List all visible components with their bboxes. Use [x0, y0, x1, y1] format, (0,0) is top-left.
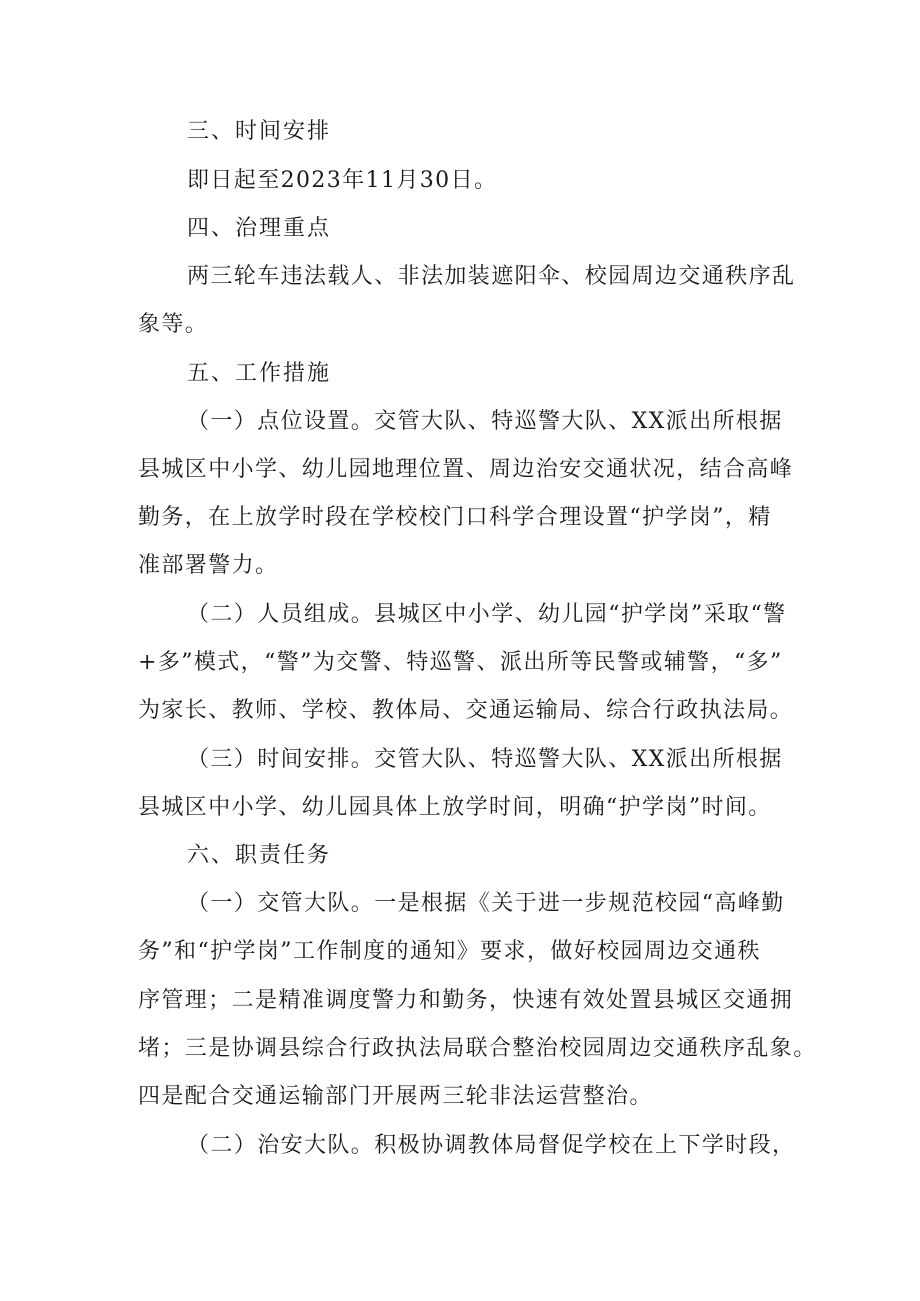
paragraph-line: （二）治安大队。积极协调教体局督促学校在上下学时段，	[187, 1133, 796, 1158]
section-heading-time-schedule: 三、时间安排	[187, 119, 332, 144]
paragraph-line: 县城区中小学、幼儿园具体上放学时间，明确“护学岗”时间。	[138, 795, 772, 820]
paragraph-line: 务”和“护学岗”工作制度的通知》要求，做好校园周边交通秩	[138, 939, 761, 964]
paragraph-line: 为家长、教师、学校、教体局、交通运输局、综合行政执法局。	[138, 698, 794, 723]
section-heading-duties: 六、职责任务	[187, 843, 332, 868]
paragraph-line: 四是配合交通运输部门开展两三轮非法运营整治。	[138, 1084, 653, 1109]
paragraph-line: 两三轮车违法载人、非法加装遮阳伞、校园周边交通秩序乱	[187, 264, 796, 289]
paragraph-line: +多”模式，“警”为交警、特巡警、派出所等民警或辅警，“多”	[138, 650, 783, 675]
paragraph-line: 序管理；二是精准调度警力和勤务，快速有效处置县城区交通拥	[138, 988, 794, 1013]
paragraph-line: 勤务，在上放学时段在学校校门口科学合理设置“护学岗”，精	[138, 505, 772, 530]
paragraph-line: 即日起至2023年11月30日。	[187, 168, 498, 193]
paragraph-line: 象等。	[138, 312, 209, 337]
section-heading-work-measures: 五、工作措施	[187, 361, 332, 386]
paragraph-line: （三）时间安排。交管大队、特巡警大队、XX派出所根据	[187, 747, 783, 772]
paragraph-line: 准部署警力。	[138, 553, 279, 578]
paragraph-line: 堵；三是协调县综合行政执法局联合整治校园周边交通秩序乱象。	[138, 1036, 817, 1061]
section-heading-governance-focus: 四、治理重点	[187, 216, 332, 241]
paragraph-line: 县城区中小学、幼儿园地理位置、周边治安交通状况，结合高峰	[138, 457, 794, 482]
paragraph-line: （一）交管大队。一是根据《关于进一步规范校园“高峰勤	[187, 891, 785, 916]
paragraph-line: （二）人员组成。县城区中小学、幼儿园“护学岗”采取“警	[187, 602, 787, 627]
paragraph-line: （一）点位设置。交管大队、特巡警大队、XX派出所根据	[187, 409, 783, 434]
